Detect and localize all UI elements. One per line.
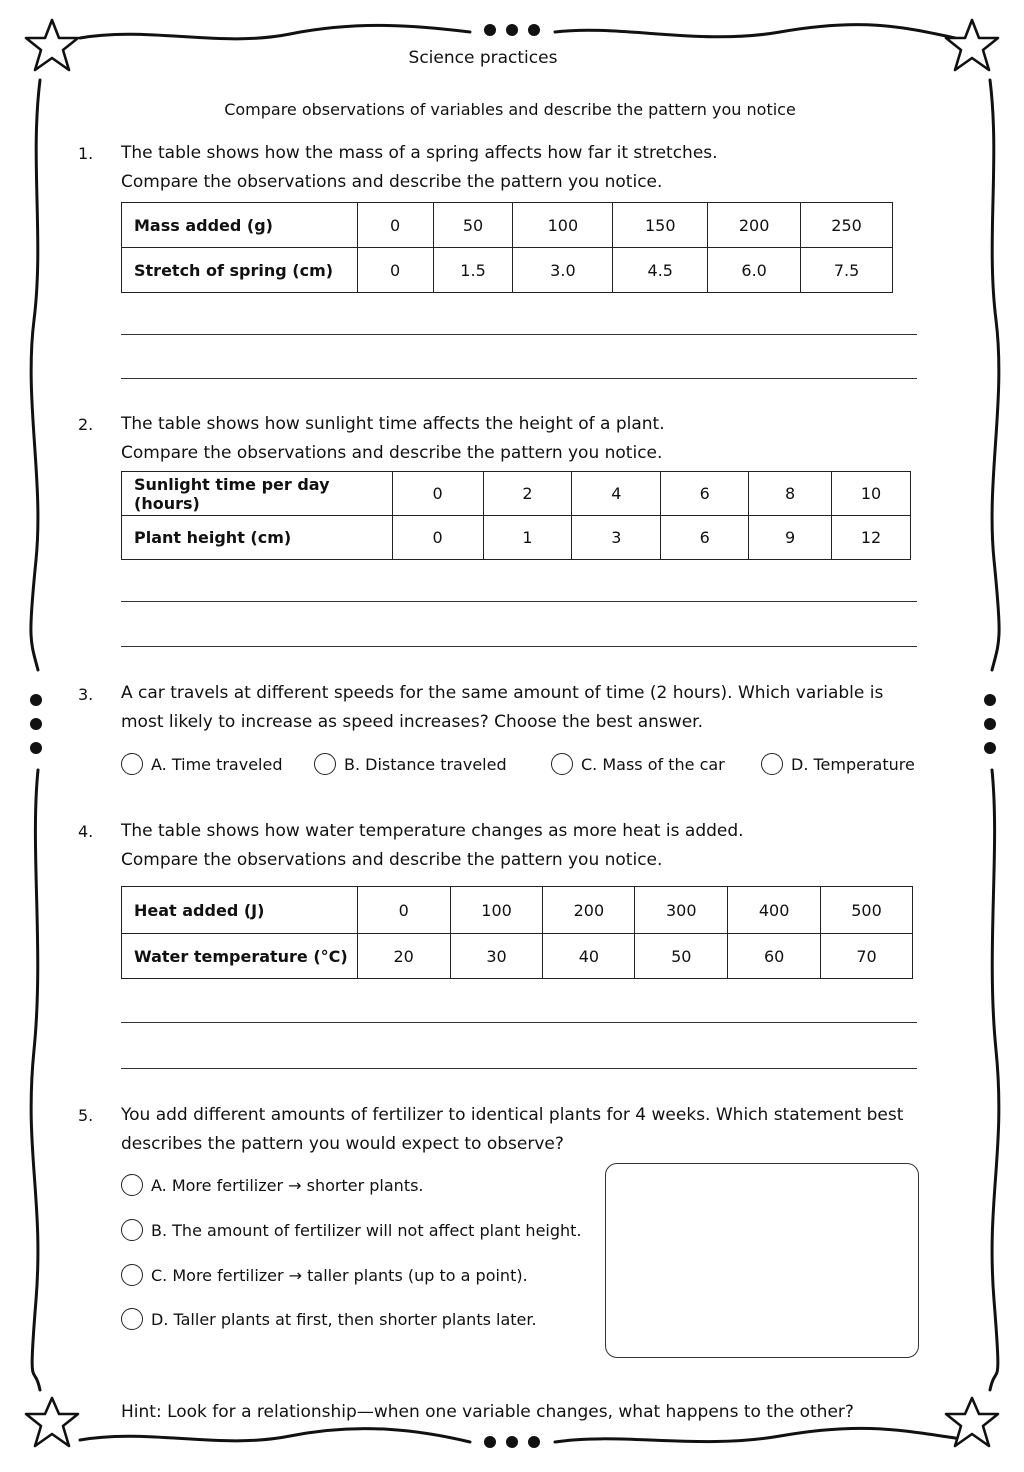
question-line: describes the pattern you would expect to observe? [121,1134,564,1154]
hint-text: Hint: Look for a relationship—when one variable changes, what happens to the other? [121,1402,854,1422]
table-cell: 1 [483,516,572,560]
answer-option[interactable] [761,753,915,775]
radio-button[interactable] [761,753,783,775]
radio-button[interactable] [551,753,573,775]
answer-option[interactable] [121,1219,582,1241]
answer-line[interactable] [121,601,917,602]
radio-button[interactable] [121,753,143,775]
table-cell: 100 [513,203,613,248]
table-cell: 0 [357,248,433,293]
question-line: Compare the observations and describe the pattern you notice. [121,850,663,870]
observation-table [121,202,893,293]
table-cell: 1.5 [433,248,513,293]
row-label: Sunlight time per day (hours) [122,472,393,516]
answer-line[interactable] [121,378,917,379]
answer-line[interactable] [121,1022,917,1023]
dot-icon [484,1436,496,1448]
question-text [121,679,883,737]
table-cell: 6.0 [708,248,801,293]
table-cell: 3 [572,516,661,560]
table-cell: 400 [728,887,821,934]
table-cell: 200 [543,887,635,934]
page-title: Science practices [408,48,558,68]
row-label: Plant height (cm) [122,516,393,560]
row-label: Heat added (J) [122,887,358,934]
table-cell: 250 [801,203,893,248]
answer-box[interactable] [605,1163,919,1358]
answer-option[interactable] [121,1174,424,1196]
table-cell: 30 [450,934,543,979]
question-text [121,817,744,875]
dot-icon [506,1436,518,1448]
question-text [121,139,718,197]
dot-icon [528,1436,540,1448]
star-icon-bottom-right [946,1398,998,1446]
table-cell: 150 [613,203,708,248]
question-line: The table shows how water temperature changes as more heat is added. [121,821,744,841]
option-label: B. Distance traveled [344,754,507,774]
table-cell: 6 [661,516,749,560]
answer-option[interactable] [314,753,507,775]
radio-button[interactable] [314,753,336,775]
dot-icon [30,718,42,730]
answer-option[interactable] [121,1264,528,1286]
question-number: 4. [78,822,94,841]
question-number: 1. [78,144,94,163]
answer-line[interactable] [121,646,917,647]
radio-button[interactable] [121,1219,143,1241]
option-label: A. Time traveled [151,754,283,774]
table-cell: 50 [433,203,513,248]
table-cell: 40 [543,934,635,979]
table-cell: 9 [749,516,832,560]
row-label: Stretch of spring (cm) [122,248,358,293]
row-label: Mass added (g) [122,203,358,248]
table-cell: 3.0 [513,248,613,293]
dot-icon [30,694,42,706]
answer-option[interactable] [121,1308,537,1330]
dot-icon [506,24,518,36]
radio-button[interactable] [121,1174,143,1196]
table-cell: 200 [708,203,801,248]
option-label: C. Mass of the car [581,754,725,774]
dot-icon [984,694,996,706]
star-icon-bottom-left [26,1398,78,1446]
table-cell: 0 [392,516,483,560]
observation-table [121,886,913,979]
answer-option[interactable] [121,753,283,775]
question-line: A car travels at different speeds for the same amount of time (2 hours). Which variable is [121,683,884,703]
option-label: A. More fertilizer → shorter plants. [151,1175,424,1195]
question-text [121,1101,903,1159]
table-cell: 0 [357,203,433,248]
table-cell: 0 [392,472,483,516]
question-number: 3. [78,685,94,704]
answer-line[interactable] [121,1068,917,1069]
table-cell: 0 [357,887,450,934]
table-cell: 4 [572,472,661,516]
table-cell: 4.5 [613,248,708,293]
table-cell: 60 [728,934,821,979]
dot-icon [984,718,996,730]
question-line: Compare the observations and describe the pattern you notice. [121,443,663,463]
observation-table [121,471,911,560]
table-cell: 300 [635,887,728,934]
table-cell: 12 [832,516,911,560]
question-line: The table shows how sunlight time affects the height of a plant. [121,414,665,434]
table-cell: 6 [661,472,749,516]
table-cell: 500 [821,887,913,934]
table-cell: 100 [450,887,543,934]
table-cell: 20 [357,934,450,979]
question-line: Compare the observations and describe the pattern you notice. [121,172,663,192]
table-cell: 50 [635,934,728,979]
question-number: 5. [78,1106,94,1125]
dot-icon [30,742,42,754]
page-subtitle: Compare observations of variables and describe the pattern you notice [224,100,796,119]
question-line: The table shows how the mass of a spring affects how far it stretches. [121,143,718,163]
question-line: most likely to increase as speed increases? Choose the best answer. [121,712,704,732]
table-cell: 2 [483,472,572,516]
option-label: C. More fertilizer → taller plants (up to a point). [151,1265,528,1285]
dot-icon [484,24,496,36]
dot-icon [984,742,996,754]
answer-line[interactable] [121,334,917,335]
answer-option[interactable] [551,753,725,775]
table-cell: 7.5 [801,248,893,293]
row-label: Water temperature (°C) [122,934,358,979]
radio-button[interactable] [121,1264,143,1286]
table-cell: 70 [821,934,913,979]
option-label: D. Taller plants at first, then shorter plants later. [151,1309,537,1329]
question-line: You add different amounts of fertilizer to identical plants for 4 weeks. Which statement best [121,1105,904,1125]
question-text [121,410,665,468]
option-label: B. The amount of fertilizer will not affect plant height. [151,1220,582,1240]
dot-icon [528,24,540,36]
table-cell: 10 [832,472,911,516]
table-cell: 8 [749,472,832,516]
option-label: D. Temperature [791,754,915,774]
question-number: 2. [78,415,94,434]
radio-button[interactable] [121,1308,143,1330]
